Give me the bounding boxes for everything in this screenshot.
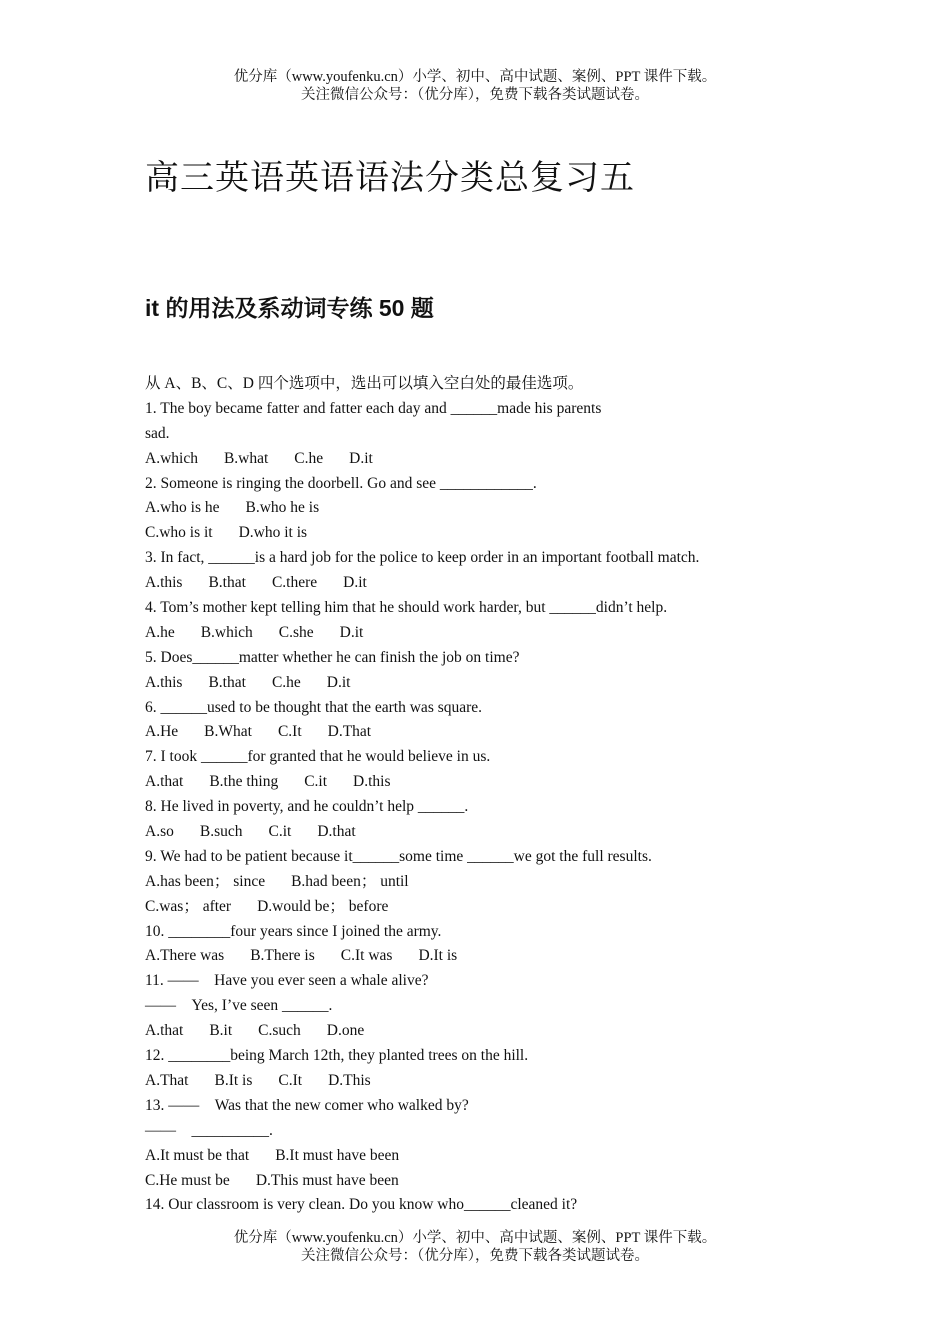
question-text: 1. The boy became fatter and fatter each day and ______made his parents bbox=[145, 399, 602, 417]
answer-option: B.who he is bbox=[245, 499, 320, 517]
question-text: 13. —— Was that the new comer who walked by? bbox=[145, 1096, 469, 1114]
answer-options bbox=[145, 621, 805, 646]
answer-option: D.would be； before bbox=[257, 897, 389, 915]
answer-options bbox=[145, 820, 805, 845]
answer-option: B.What bbox=[204, 723, 252, 741]
answer-option: B.It must have been bbox=[275, 1146, 400, 1164]
answer-option: B.that bbox=[208, 574, 246, 592]
question-text: 9. We had to be patient because it______some time ______we got the full results. bbox=[145, 847, 652, 865]
page-header bbox=[0, 68, 950, 104]
answer-option: A.this bbox=[145, 574, 183, 592]
answer-option: A.that bbox=[145, 1022, 184, 1040]
answer-option: D.it bbox=[343, 574, 367, 592]
answer-option: B.that bbox=[208, 673, 246, 691]
answer-option: A.He bbox=[145, 723, 179, 741]
answer-options bbox=[145, 720, 805, 745]
answer-option: C.she bbox=[278, 623, 314, 641]
answer-option: C.he bbox=[271, 673, 301, 691]
answer-option: B.what bbox=[223, 449, 269, 467]
question-list bbox=[145, 397, 805, 1218]
answer-options bbox=[145, 496, 805, 521]
answer-option: A.so bbox=[145, 823, 174, 841]
answer-option: B.had been； until bbox=[291, 872, 409, 890]
answer-option: A.It must be that bbox=[145, 1146, 250, 1164]
answer-option: B.it bbox=[209, 1022, 233, 1040]
answer-option: D.this bbox=[353, 773, 391, 791]
document-subtitle: it 的用法及系动词专练 50 题 bbox=[145, 295, 434, 321]
answer-option: A.he bbox=[145, 623, 175, 641]
question-text: 3. In fact, ______is a hard job for the police to keep order in an important football match. bbox=[145, 549, 700, 567]
answer-option: B.the thing bbox=[209, 773, 279, 791]
question-text: 12. ________being March 12th, they planted trees on the hill. bbox=[145, 1047, 529, 1065]
question-text: 5. Does______matter whether he can finish the job on time? bbox=[145, 648, 520, 666]
question-text: 14. Our classroom is very clean. Do you know who______cleaned it? bbox=[145, 1196, 578, 1214]
header-line-2: 关注微信公众号：（优分库），免费下载各类试题试卷。 bbox=[301, 87, 649, 103]
answer-option: A.has been； since bbox=[145, 872, 266, 890]
answer-option: D.it bbox=[349, 449, 373, 467]
answer-options bbox=[145, 571, 805, 596]
answer-option: B.such bbox=[199, 823, 243, 841]
answer-option: D.It is bbox=[418, 947, 458, 965]
question-text: 7. I took ______for granted that he would believe in us. bbox=[145, 748, 491, 766]
answer-options bbox=[145, 1144, 805, 1169]
page-footer bbox=[0, 1229, 950, 1265]
answer-option: D.one bbox=[326, 1022, 365, 1040]
answer-option: A.which bbox=[145, 449, 198, 467]
question-text: sad. bbox=[145, 424, 170, 442]
question-text: 2. Someone is ringing the doorbell. Go and see ____________. bbox=[145, 474, 537, 492]
question-text: 8. He lived in poverty, and he couldn’t help ______. bbox=[145, 798, 469, 816]
answer-option: D.This bbox=[328, 1071, 371, 1089]
question-body bbox=[145, 372, 805, 1218]
answer-option: A.that bbox=[145, 773, 184, 791]
answer-option: D.it bbox=[339, 623, 364, 641]
answer-option: A.That bbox=[145, 1071, 189, 1089]
answer-option: A.this bbox=[145, 673, 183, 691]
answer-options bbox=[145, 895, 805, 920]
answer-option: D.That bbox=[327, 723, 372, 741]
footer-line-2: 关注微信公众号：（优分库），免费下载各类试题试卷。 bbox=[301, 1248, 649, 1264]
answer-option: D.that bbox=[317, 823, 356, 841]
question-text: 4. Tom’s mother kept telling him that he should work harder, but ______didn’t help. bbox=[145, 599, 668, 617]
answer-option: C.such bbox=[258, 1022, 301, 1040]
answer-option: C.it bbox=[304, 773, 328, 791]
answer-option: C.there bbox=[271, 574, 318, 592]
footer-line-1: 优分库（www.youfenku.cn）小学、初中、高中试题、案例、PPT 课件下载。 bbox=[233, 1230, 717, 1246]
answer-option: B.It is bbox=[214, 1071, 253, 1089]
answer-option: C.It bbox=[278, 1071, 303, 1089]
answer-option: C.he bbox=[294, 449, 324, 467]
answer-options bbox=[145, 447, 805, 472]
answer-option: D.who it is bbox=[238, 524, 308, 542]
document-title: 高三英语英语语法分类总复习五 bbox=[145, 160, 635, 197]
answer-option: A.There was bbox=[145, 947, 225, 965]
instruction-text: 从 A、B、C、D 四个选项中，选出可以填入空白处的最佳选项。 bbox=[145, 375, 584, 392]
answer-options bbox=[145, 671, 805, 696]
question-text: —— Yes, I’ve seen ______. bbox=[145, 997, 333, 1015]
answer-option: B.There is bbox=[250, 947, 315, 965]
answer-option: C.It bbox=[277, 723, 302, 741]
answer-option: C.was； after bbox=[145, 897, 232, 915]
answer-options bbox=[145, 770, 805, 795]
answer-options bbox=[145, 870, 805, 895]
answer-options bbox=[145, 1019, 805, 1044]
question-text: 11. —— Have you ever seen a whale alive? bbox=[145, 972, 429, 990]
answer-option: C.He must be bbox=[145, 1171, 230, 1189]
answer-option: C.it bbox=[268, 823, 292, 841]
answer-options bbox=[145, 1169, 805, 1194]
question-text: 6. ______used to be thought that the earth was square. bbox=[145, 698, 483, 716]
header-line-1: 优分库（www.youfenku.cn）小学、初中、高中试题、案例、PPT 课件下载。 bbox=[233, 69, 717, 85]
answer-option: B.which bbox=[200, 623, 253, 641]
answer-option: D.it bbox=[326, 673, 351, 691]
answer-option: C.who is it bbox=[145, 524, 213, 542]
question-text: —— __________. bbox=[145, 1121, 273, 1139]
answer-option: A.who is he bbox=[145, 499, 220, 517]
answer-option: D.This must have been bbox=[255, 1171, 399, 1189]
answer-options bbox=[145, 1069, 805, 1094]
answer-options bbox=[145, 944, 805, 969]
answer-options bbox=[145, 521, 805, 546]
question-text: 10. ________four years since I joined the army. bbox=[145, 922, 442, 940]
answer-option: C.It was bbox=[340, 947, 393, 965]
